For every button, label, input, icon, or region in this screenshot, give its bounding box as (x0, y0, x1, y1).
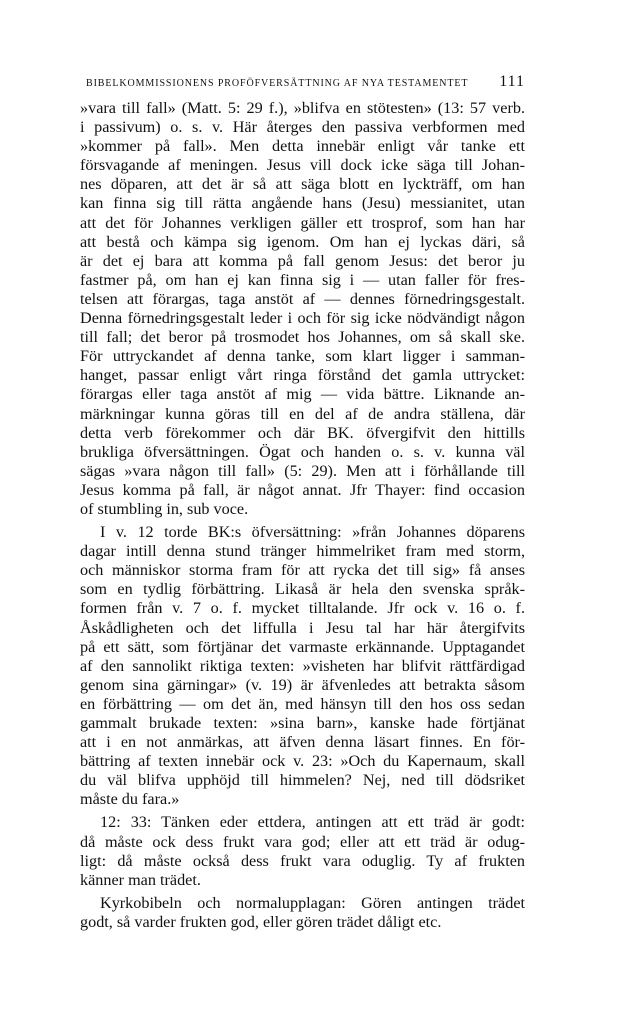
text-line: Jesus komma på fall, är något annat. Jfr Thayer: find occasion (80, 480, 525, 499)
text-line: Denna förnedringsgestalt leder i och för sig icke nödvändigt någon (80, 309, 525, 328)
text-line: telsen att förargas, taga anstöt af — dennes förnedringsgestalt. (80, 289, 525, 308)
text-line: »kommer på fall». Men detta innebär enligt vår tanke ett (80, 137, 525, 156)
text-line: känner man trädet. (80, 870, 201, 889)
text-line: på ett sätt, som förtjänar det varmaste erkännande. Upptagandet (80, 637, 525, 656)
page-number: 111 (499, 73, 525, 90)
paragraph (80, 523, 525, 809)
text-line: »vara till fall» (Matt. 5: 29 f.), »blifva en stötesten» (13: 57 verb. (80, 99, 525, 117)
text-line: of stumbling in, sub voce. (80, 499, 249, 518)
paragraph (80, 813, 525, 889)
text-line: brukliga öfversättningen. Ögat och handen o. s. v. kunna väl (80, 442, 525, 461)
text-line: kan finna sig till rätta angående hans (Jesu) messianitet, utan (80, 194, 525, 213)
text-line: ligt: då måste också dess frukt vara oduglig. Ty af frukten (80, 851, 525, 870)
text-line: fastmer på, om han ej kan finna sig i — utan faller för fres- (80, 270, 525, 289)
body-text (80, 99, 525, 932)
text-line: formen från v. 7 o. f. mycket tilltalande. Jfr ock v. 16 o. f. (80, 599, 525, 618)
text-line: att bestå och kämpa sig igenom. Om han ej lyckas däri, så (80, 232, 525, 251)
text-line: att det för Johannes verkligen gäller ett trosprof, som han har (80, 213, 525, 232)
text-line: dagar intill denna stund tränger himmelriket fram med storm, (80, 542, 525, 561)
text-line: märkningar kunna göras till en del af de andra ställena, där (80, 404, 525, 423)
text-line: är det ej bara att komma på fall genom Jesus: det beror ju (80, 251, 525, 270)
text-line: Kyrkobibeln och normalupplagan: Gören antingen trädet (100, 893, 525, 912)
text-line: då måste ock dess frukt vara god; eller att ett träd är odug- (80, 832, 525, 851)
text-line: nes döparen, att det är så att säga blott en lyckträff, om han (80, 175, 525, 194)
text-line: måste du fara.» (80, 790, 180, 809)
text-line: att i en not anmärkas, att äfven denna läsart finnes. En för- (80, 733, 525, 752)
paragraph (80, 894, 525, 932)
text-line: och människor storma fram för att rycka det till sig» få anses (80, 561, 525, 580)
text-line: I v. 12 torde BK:s öfversättning: »från Johannes döparens (100, 523, 525, 542)
text-line: detta verb förekommer och där BK. öfvergifvit den hittills (80, 423, 525, 442)
text-line: genom sina gärningar» (v. 19) är äfvenledes att betrakta såsom (80, 675, 525, 694)
book-page (80, 74, 525, 932)
text-line: sägas »vara någon till fall» (5: 29). Men att i förhållande till (80, 461, 525, 480)
text-line: För uttryckandet af denna tanke, som klart ligger i samman- (80, 347, 525, 366)
paragraph (80, 99, 525, 519)
text-line: till fall; det beror på trosmodet hos Johannes, om så skall ske. (80, 328, 525, 347)
text-line: 12: 33: Tänken eder ettdera, antingen att ett träd är godt: (100, 813, 525, 832)
text-line: som en tydlig förbättring. Likaså är hela den svenska språk- (80, 580, 525, 599)
text-line: Åskådligheten och det liffulla i Jesu tal har här återgifvits (80, 618, 525, 637)
text-line: i passivum) o. s. v. Här återges den passiva verbformen med (80, 118, 525, 137)
text-line: försvagande af meningen. Jesus vill dock icke säga till Johan- (80, 156, 525, 175)
text-line: hanget, passar enligt vårt ringa förstånd det gamla uttrycket: (80, 366, 525, 385)
text-line: bättring af texten innebär ock v. 23: »Och du Kapernaum, skall (80, 752, 525, 771)
running-header-title: BIBELKOMMISSIONENS PROFÖFVERSÄTTNING AF NYA TESTAMENTET (86, 78, 469, 89)
text-line: af den sannolikt riktiga texten: »visheten har blifvit rättfärdigad (80, 656, 525, 675)
text-line: gammalt brukade texten: »sina barn», kanske hade förtjänat (80, 714, 525, 732)
text-line: du väl blifva upphöjd till himmelen? Nej, ned till dödsriket (80, 771, 525, 790)
text-line: godt, så varder frukten god, eller gören trädet dåligt etc. (80, 912, 442, 931)
running-header (80, 74, 525, 94)
text-line: förargas eller taga anstöt af mig — vida bättre. Liknande an- (80, 385, 525, 404)
text-line: en förbättring — om det än, med hänsyn till den hos oss sedan (80, 694, 525, 713)
